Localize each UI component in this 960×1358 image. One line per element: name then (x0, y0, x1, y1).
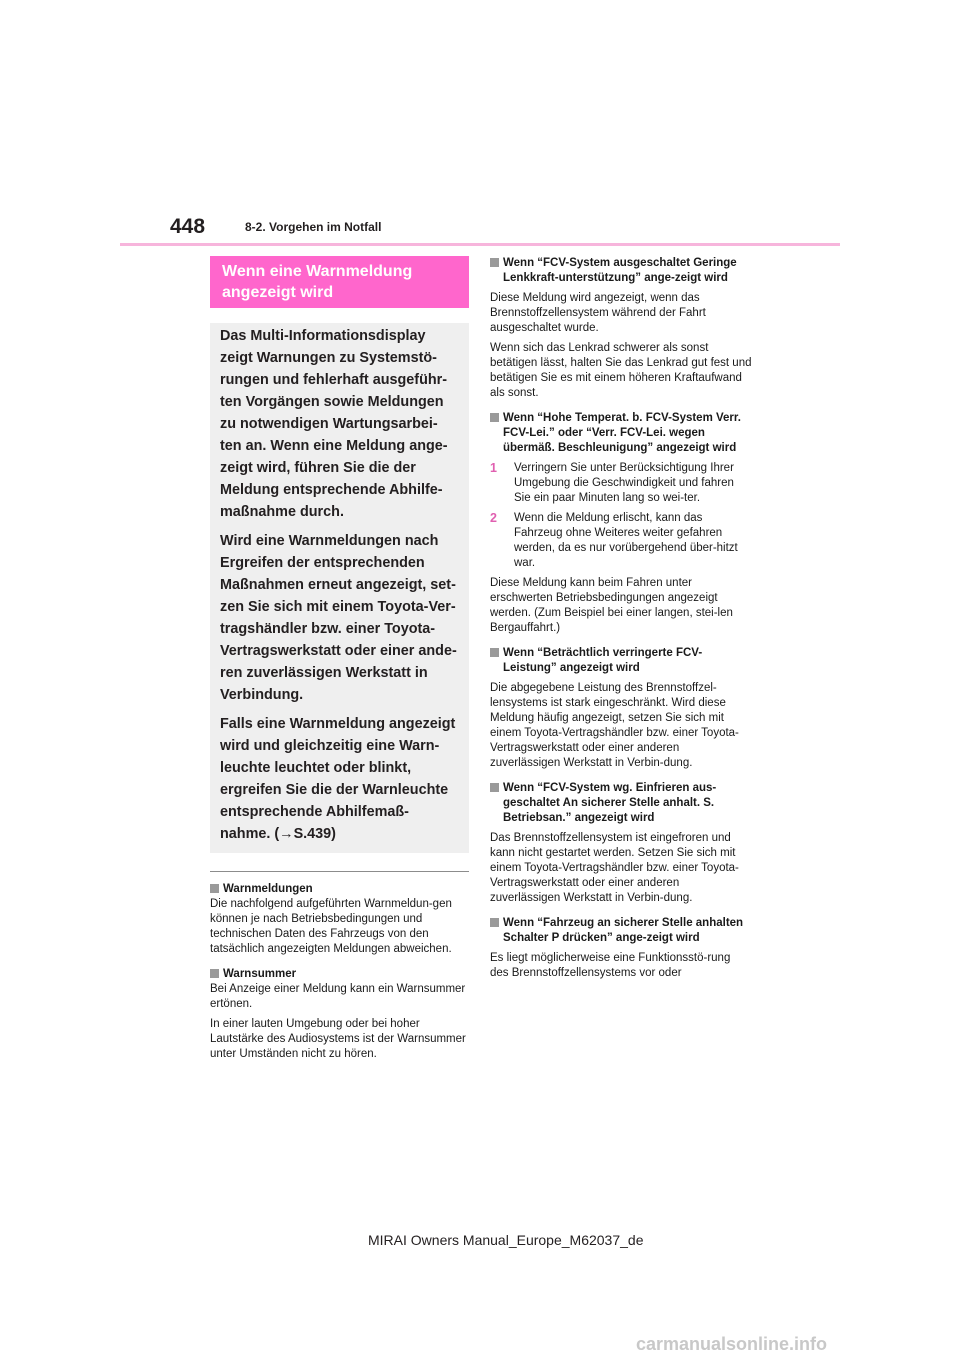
square-bullet-icon (490, 258, 499, 267)
section-frozen (490, 781, 752, 906)
section-heading (210, 967, 469, 982)
warning-title-line2: angezeigt wird (222, 284, 334, 301)
section-paragraph: Diese Meldung kann beim Fahren unter erschwerten Betriebsbedingungen angezeigt werden. (Zum Beispiel bei einer langen, stei-len Bergauffahrt.) (490, 577, 733, 634)
page-reference-link[interactable]: S.439) (293, 826, 336, 842)
step-text: Wenn die Meldung erlischt, kann das Fahrzeug ohne Weiteres weiter gefahren werden, da es nur vorübergehend über-hitzt war. (514, 512, 738, 569)
watermark: carmanualsonline.info (636, 1334, 828, 1354)
square-bullet-icon (490, 648, 499, 657)
section-title: 8-2. Vorgehen im Notfall (245, 220, 382, 234)
info-paragraph-3 (220, 713, 459, 845)
section-paragraph: In einer lauten Umgebung oder bei hoher Lautstärke des Audiosystems ist der Warnsummer unter Umständen nicht zu hören. (210, 1018, 466, 1060)
section-reduced-power (490, 646, 752, 771)
section-paragraph: Das Brennstoffzellensystem ist eingefroren und kann nicht gestartet werden. Setzen Sie sich mit einem Toyota-Vertragshändler bzw. einer Toyota-Vertragswerkstatt oder einer anderen zuverlässigen Werkstatt in Verbin-dung. (490, 832, 739, 904)
info-paragraph-2: Wird eine Warnmeldungen nach Ergreifen der entsprechenden Maßnahmen erneut angezeigt, set-zen Sie sich mit einem Toyota-Ver-tragshändler bzw. einer Toyota-Vertragswerkstatt oder einer ande-ren zuverlässigen Werkstatt in Verbindung. (220, 533, 457, 703)
warning-title-box (210, 256, 469, 308)
header-rule (120, 243, 840, 246)
section-warnsummer (210, 967, 469, 1062)
section-heading (490, 256, 752, 286)
step-item (490, 461, 752, 506)
section-paragraph: Bei Anzeige einer Meldung kann ein Warnsummer ertönen. (210, 983, 466, 1010)
section-heading-text: Wenn “Fahrzeug an sicherer Stelle anhalten Schalter P drücken” ange-zeigt wird (503, 917, 744, 944)
info-paragraph-3-text: Falls eine Warnmeldung angezeigt wird und gleichzeitig eine Warn-leuchte leuchtet oder blinkt, ergreifen Sie die der Warnleuchte entsprechende Abhilfemaß-nahme. ( (220, 716, 456, 842)
section-heading (490, 916, 752, 946)
warning-title-line1: Wenn eine Warnmeldung (222, 263, 413, 280)
right-column (490, 256, 752, 981)
info-box (210, 323, 469, 853)
page-number: 448 (170, 215, 206, 238)
section-paragraph: Wenn sich das Lenkrad schwerer als sonst betätigen lässt, halten Sie das Lenkrad gut fest und betätigen Sie es mit einem höheren Kraftaufwand als sonst. (490, 342, 752, 399)
step-item (490, 511, 752, 571)
arrow-right-icon: → (279, 826, 294, 842)
section-paragraph: Es liegt möglicherweise eine Funktionsstö-rung des Brennstoffzellensystems vor oder (490, 952, 731, 979)
info-paragraph-1: Das Multi-Informationsdisplay zeigt Warnungen zu Systemstö-rungen und fehlerhaft ausgeführ-ten Vorgängen sowie Meldungen zu notwendigen Wartungsarbei-ten an. Wenn eine Meldung ange-zeigt wird, führen Sie die der Meldung entsprechende Abhilfe-maßnahme durch. (220, 328, 448, 520)
section-high-temp (490, 411, 752, 636)
section-warnmeldungen (210, 882, 469, 957)
section-heading-text: Warnmeldungen (223, 883, 313, 895)
section-heading-text: Wenn “Beträchtlich verringerte FCV-Leistung” angezeigt wird (503, 647, 703, 674)
section-fcv-off (490, 256, 752, 401)
section-heading-text: Wenn “Hohe Temperat. b. FCV-System Verr. FCV-Lei.” oder “Verr. FCV-Lei. wegen übermäß. Beschleunigung” angezeigt wird (503, 412, 741, 454)
square-bullet-icon (210, 884, 219, 893)
section-paragraph: Die nachfolgend aufgeführten Warnmeldun-gen können je nach Betriebsbedingungen und technischen Daten des Fahrzeugs von den tatsächlich angezeigten Meldungen abweichen. (210, 898, 452, 955)
section-heading (210, 882, 469, 897)
step-number: 1 (490, 461, 497, 475)
left-column (210, 256, 469, 1062)
section-heading-text: Wenn “FCV-System ausgeschaltet Geringe Lenkkraft-unterstützung” ange-zeigt wird (503, 257, 737, 284)
square-bullet-icon (490, 783, 499, 792)
section-paragraph: Diese Meldung wird angezeigt, wenn das Brennstoffzellensystem während der Fahrt ausgeschaltet wurde. (490, 292, 706, 334)
section-heading-text: Wenn “FCV-System wg. Einfrieren aus-geschaltet An sicherer Stelle anhalt. S. Betriebsan.” angezeigt wird (503, 782, 717, 824)
section-stop-vehicle (490, 916, 752, 981)
step-text: Verringern Sie unter Berücksichtigung Ihrer Umgebung die Geschwindigkeit und fahren Sie ein paar Minuten lang so wei-ter. (514, 462, 734, 504)
step-number: 2 (490, 511, 497, 525)
square-bullet-icon (210, 969, 219, 978)
section-paragraph: Die abgegebene Leistung des Brennstoffzel-lensystems ist stark eingeschränkt. Wird diese Meldung häufig angezeigt, setzen Sie sich mit einem Toyota-Vertragshändler bzw. einer Toyota-Vertragswerkstatt oder einer anderen zuverlässigen Werkstatt in Verbin-dung. (490, 682, 739, 769)
section-heading (490, 781, 752, 826)
square-bullet-icon (490, 918, 499, 927)
section-heading-text: Warnsummer (223, 968, 297, 980)
footer-text: MIRAI Owners Manual_Europe_M62037_de (368, 1232, 644, 1248)
section-heading (490, 646, 752, 676)
section-heading (490, 411, 752, 456)
square-bullet-icon (490, 413, 499, 422)
